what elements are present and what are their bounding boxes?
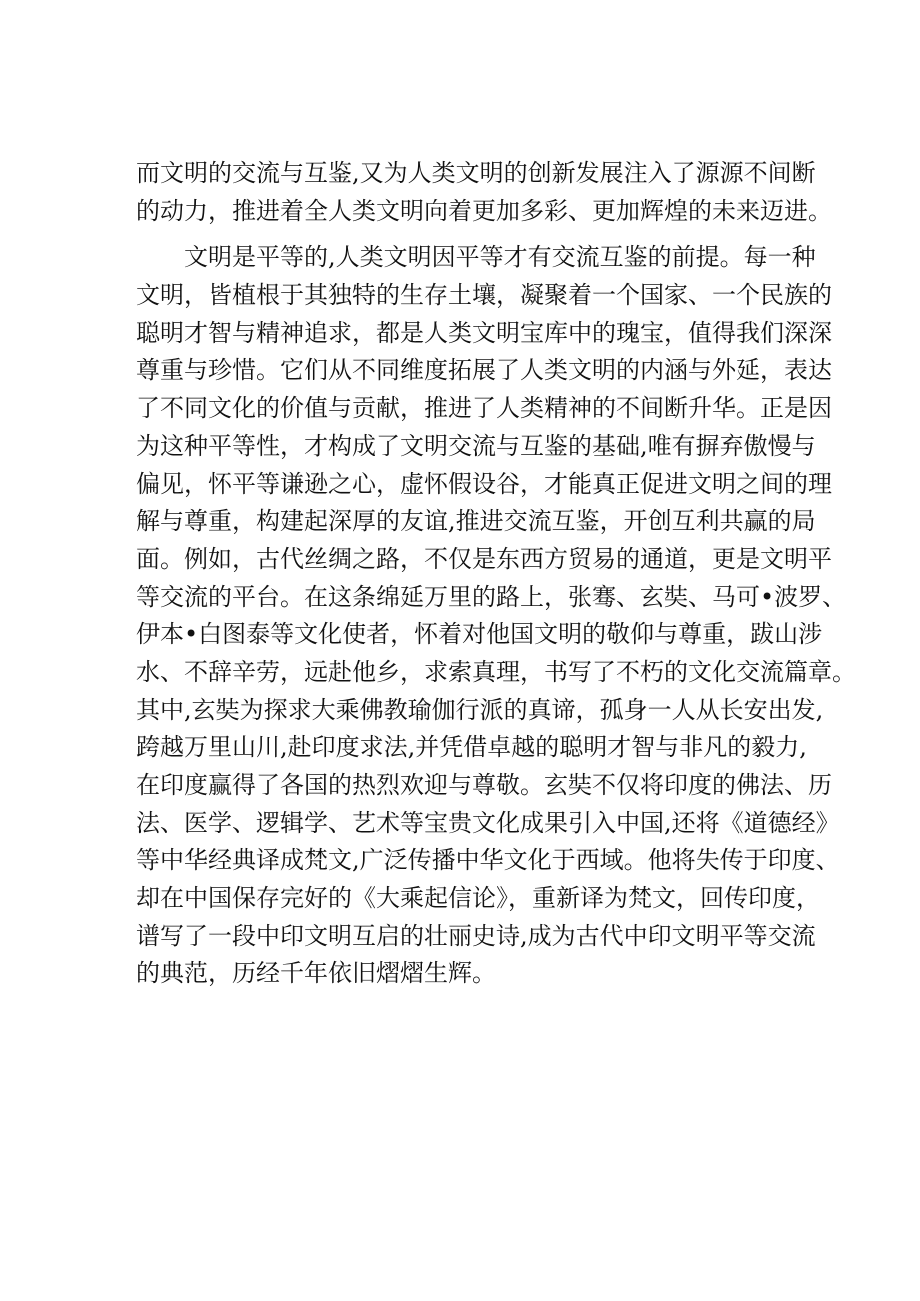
paragraph-line: 文明，皆植根于其独特的生存土壤，凝聚着一个国家、一个民族的 [136, 281, 832, 310]
paragraph-line: 法、医学、逻辑学、艺术等宝贵文化成果引入中国,还将《道德经》 [136, 808, 840, 837]
paragraph-2 [136, 239, 856, 993]
paragraph-line: 等中华经典译成梵文,广泛传播中华文化于西域。他将失传于印度、 [136, 846, 840, 875]
paragraph-line: 却在中国保存完好的《大乘起信论》，重新译为梵文，回传印度， [136, 884, 820, 913]
paragraph-line: 跨越万里山川,赴印度求法,并凭借卓越的聪明才智与非凡的毅力, [136, 733, 807, 762]
paragraph-line: 伊本•白图泰等文化使者，怀着对他国文明的敬仰与尊重，跋山涉 [136, 620, 823, 649]
paragraph-line: 尊重与珍惜。它们从不同维度拓展了人类文明的内涵与外延，表达 [136, 356, 832, 385]
paragraph-line: 谱写了一段中印文明互启的壮丽史诗,成为古代中印文明平等交流 [136, 921, 816, 950]
paragraph-line: 解与尊重，构建起深厚的友谊,推进交流互鉴，开创互利共赢的局 [136, 507, 816, 536]
paragraph-line: 等交流的平台。在这条绵延万里的路上，张骞、玄奘、马可•波罗、 [136, 582, 847, 611]
paragraph-1 [136, 155, 832, 230]
paragraph-spacer [136, 230, 800, 239]
paragraph-line: 偏见，怀平等谦逊之心，虚怀假设谷，才能真正促进文明之间的理 [136, 469, 832, 498]
paragraph-line: 聪明才智与精神追求，都是人类文明宝库中的瑰宝，值得我们深深 [136, 318, 832, 347]
paragraph-line: 文明是平等的,人类文明因平等才有交流互鉴的前提。每一种 [184, 243, 816, 272]
paragraph-line: 而文明的交流与互鉴,又为人类文明的创新发展注入了源源不间断 [136, 159, 816, 187]
document-body [136, 155, 856, 993]
paragraph-line: 面。例如，古代丝绸之路，不仅是东西方贸易的通道，更是文明平 [136, 544, 832, 573]
paragraph-line: 了不同文化的价值与贡献，推进了人类精神的不间断升华。正是因 [136, 394, 832, 423]
paragraph-line: 其中,玄奘为探求大乘佛教瑜伽行派的真谛，孤身一人从长安出发, [136, 695, 824, 724]
paragraph-line: 水、不辞辛劳，远赴他乡，求索真理，书写了不朽的文化交流篇章。 [136, 657, 856, 686]
paragraph-line: 为这种平等性，才构成了文明交流与互鉴的基础,唯有摒弃傲慢与 [136, 431, 816, 460]
paragraph-line: 的动力，推进着全人类文明向着更加多彩、更加辉煌的未来迈进。 [136, 196, 832, 225]
paragraph-line: 在印度赢得了各国的热烈欢迎与尊敬。玄奘不仅将印度的佛法、历 [136, 771, 832, 799]
paragraph-line: 的典范，历经千年依旧熠熠生辉。 [136, 959, 496, 988]
